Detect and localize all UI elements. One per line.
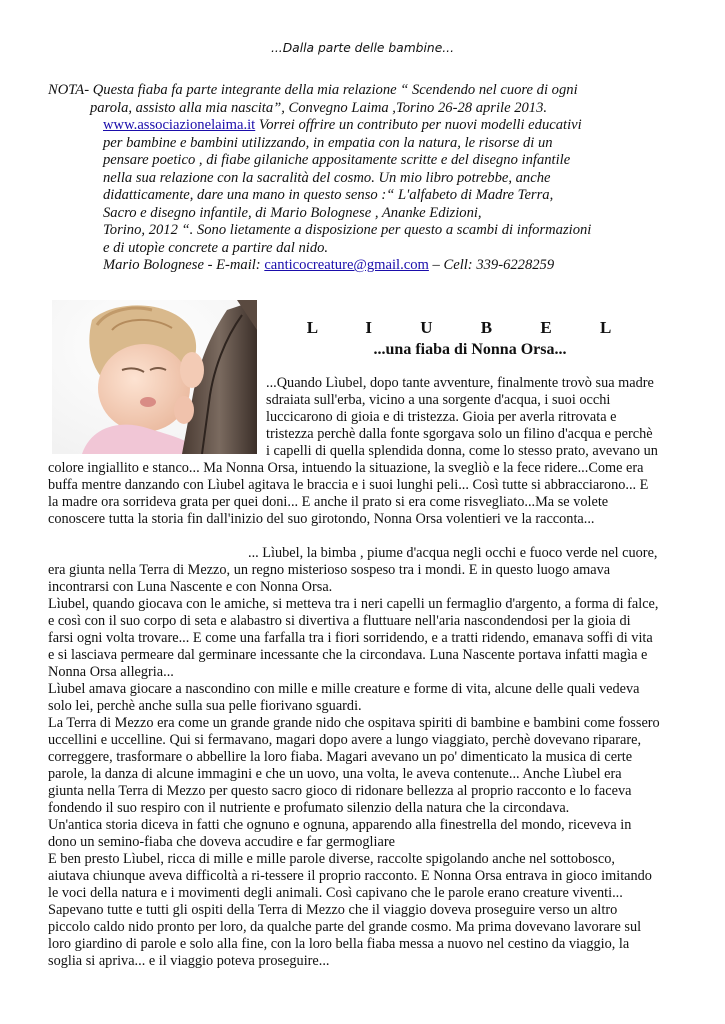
story-line: sdraiata sull'erba, vicino a una sorgente d'acqua, i suoi occhi: [266, 392, 611, 408]
story-line: incontrarsi con Luna Nascente e con Nonna Orsa.: [48, 579, 333, 595]
note-line: per bambine e bambini utilizzando, in empatia con la natura, le risorse di un: [103, 134, 553, 151]
note-line: pensare poetico , di fiabe gilaniche appositamente scritte e del disegno infantile: [103, 152, 571, 168]
contact-phone: – Cell: 339-6228259: [428, 257, 555, 273]
story-line: luccicarono di gioia e di tristezza. Gioia per averla ritrovata e: [266, 409, 617, 425]
story-line: e così con il suo corpo di seta e alabastro si divertiva a fluttuare nell'aria nascondendosi per la gioia di: [48, 613, 631, 629]
note-line: NOTA- Questa fiaba fa parte integrante della mia relazione “ Scendendo nel cuore di ogni: [48, 82, 578, 98]
story-line: uccellini e uccelline. Qui si fermavano, magari dopo avere a lungo viaggiato, perchè dovevano riparare,: [48, 732, 642, 748]
child-photo-illustration: [52, 300, 257, 454]
story-line: i capelli di quella splendida donna, come lo stesso prato, avevano un: [266, 443, 658, 459]
note-line: Sacro e disegno infantile, di Mario Bolognese , Ananke Edizioni,: [103, 204, 482, 221]
story-line: parole, la danza di alcune immagini e che un uovo, una volta, le aveva contenute... Anche Lìubel era: [48, 766, 622, 782]
story-line: farsi ogni volta trovare... E come una farfalla tra i fiori sorridendo, e a tratti ridendo, emanava soffi di vita: [48, 630, 653, 646]
story-line: piccolo caldo nido pronto per loro, da qualche parte del grande cosmo. Ma prima dovevano lavorare sul: [48, 919, 642, 935]
note-line-text: Vorrei offrire un contributo per nuovi modelli educativi: [255, 117, 582, 133]
page-header-title: ...Dalla parte delle bambine...: [270, 41, 454, 55]
story-line: Lìubel amava giocare a nascondino con mille e mille creature e forme di vita, alcune delle quali vedeva: [48, 681, 640, 697]
note-line: didatticamente, dare una mano in questo senso :“ L'alfabeto di Madre Terra,: [103, 187, 554, 203]
story-line: ... Lìubel, la bimba , piume d'acqua negli occhi e fuoco verde nel cuore,: [248, 545, 658, 561]
contact-prefix: Mario Bolognese - E-mail:: [103, 257, 265, 273]
email-link[interactable]: canticocreature@gmail.com: [264, 257, 429, 273]
note-line-contact: [48, 257, 648, 275]
story-line: La Terra di Mezzo era come un grande grande nido che ospitava spiriti di bambine e bambini come fossero: [48, 715, 660, 731]
story-line: Un'antica storia diceva in fatti che ognuno e ognuna, apparendo alla finestrella del mondo, riceveva in: [48, 817, 632, 833]
story-line: giunta nella Terra di Mezzo per questo sacro gioco di ridonare bellezza al proprio racconto e lo faceva: [48, 783, 632, 799]
note-line: Torino, 2012 “. Sono lietamente a disposizione per questo a scambi di informazioni: [103, 222, 592, 238]
story-line: Sapevano tutte e tutti gli ospiti della Terra di Mezzo che il viaggio doveva proseguire verso un altro: [48, 902, 618, 918]
story-line: aiutava chiunque aveva difficoltà a ri-tessere il proprio racconto. E Nonna Orsa entrava in gioco imitando: [48, 868, 652, 884]
story-line: Nonna Orsa allegria...: [48, 664, 174, 680]
website-link[interactable]: www.associazionelaima.it: [103, 117, 256, 133]
note-line: nella sua relazione con la sacralità del cosmo. Un mio libro potrebbe, anche: [103, 169, 551, 186]
note-line-website: [48, 117, 648, 135]
story-line: dono un semino-fiaba che doveva accudire e far germogliare: [48, 834, 395, 850]
story-subtitle: ...una fiaba di Nonna Orsa...: [373, 341, 567, 358]
story-title: L I U B E L: [306, 318, 634, 337]
child-photo: [52, 300, 257, 454]
story-line: fondendo il suo respiro con il nutriente e profumato silenzio della natura che la circondava.: [48, 800, 570, 816]
story-line: e si lasciava permeare dal germinare incessante che la circondava. Luna Nascente portava infatti magìa e: [48, 647, 648, 663]
story-line: solo lei, perchè anche sulla sua pelle fiorivano sguardi.: [48, 698, 362, 714]
story-line: la madre ora sorrideva grata per quei doni... E anche il prato si era come risvegliato...Ma se volete: [48, 494, 609, 510]
story-line: ...Quando Lìubel, dopo tante avventure, finalmente trovò sua madre: [266, 375, 654, 391]
note-line: e di utopìe concrete a partire dal nido.: [103, 239, 329, 256]
story-line: E ben presto Lìubel, ricca di mille e mille parole diverse, raccolte spigolando anche nel sottobosco,: [48, 851, 615, 867]
note-line: parola, assisto alla mia nascita”, Convegno Laima ,Torino 26-28 aprile 2013.: [90, 99, 548, 116]
story-line: correggere, trasformare o abbellire la loro fiaba. Magari avevano un po' dimenticato la musica di certe: [48, 749, 633, 765]
note-block: [48, 82, 648, 275]
story-line: buffa mentre danzando con Lìubel agitava le braccia e i suoi lunghi peli... Così tutte si abbracciarono... E: [48, 477, 649, 493]
story-line: conoscere tutta la storia fin dall'inizio del suo girotondo, Nonna Orsa volentieri ve la racconta...: [48, 511, 595, 527]
story-line: le voci della natura e i movimenti degli animali. Così capivano che le parole erano creature viventi...: [48, 885, 623, 901]
story-line: era giunta nella Terra di Mezzo, un regno misterioso sospeso tra i mondi. E in questo luogo amava: [48, 562, 611, 578]
story-line: colore ingiallito e stanco... Ma Nonna Orsa, intuendo la situazione, la svegliò e la fece ridere...Come era: [48, 460, 644, 476]
story-line: tristezza perchè dalla fonte sgorgava solo un filino d'acqua e perchè: [266, 426, 653, 442]
story-line: Lìubel, quando giocava con le amiche, si metteva tra i neri capelli un fermaglio d'argento, a forma di falce,: [48, 596, 659, 612]
story-line: soglia si apriva... e il viaggio poteva proseguire...: [48, 953, 330, 969]
story-line: loro giardino di parole e solo alla fine, con la loro bella fiaba messa a nuovo nel cestino da viaggio, la: [48, 936, 630, 952]
